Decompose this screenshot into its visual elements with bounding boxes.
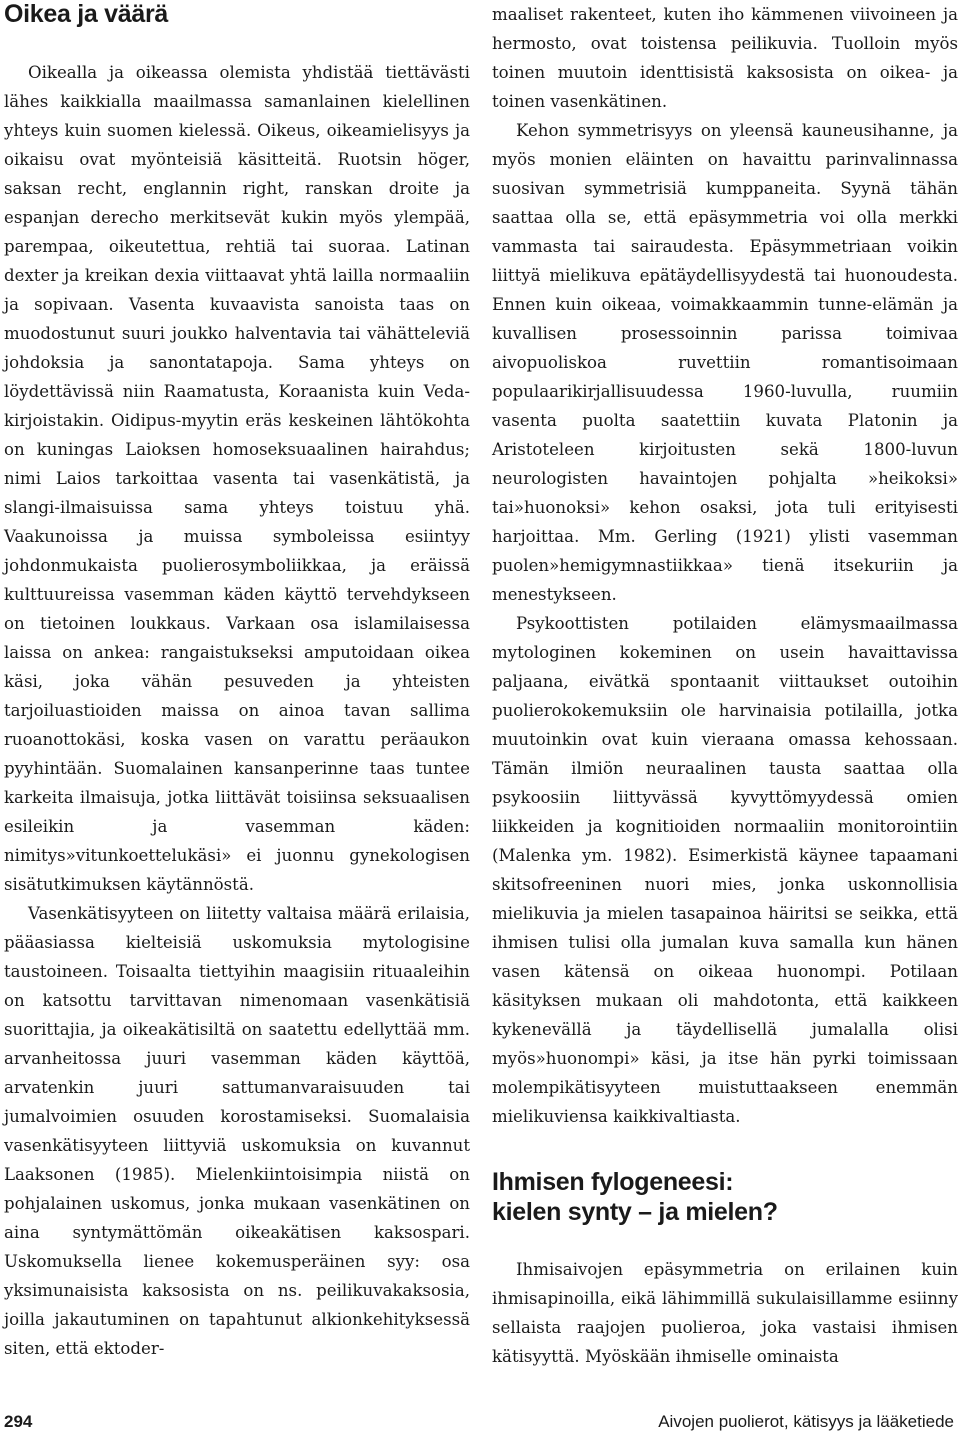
page-number: 294 (4, 1412, 33, 1431)
subheading-line-2: kielen synty – ja mielen? (492, 1198, 778, 1226)
left-paragraph-2: Vasenkätisyyteen on liitetty valtaisa määrä erilaisia, pääasiassa kielteisiä uskomuksia mytologisine taustoineen. Toisaalta tiettyihin maagisiin rituaaleihin on katsottu tarvittavan nimenomaan vasenkätisiä suorittajia, ja oikeakätisiltä on saatettu edellyttää mm. arvanheitossa juuri vasemman käden käyttöä, arvatenkin juuri sattumanvaraisuuden tai jumalvoimien osuuden korostamiseksi. Suomalaisia vasenkätisyyteen liittyviä uskomuksia on kuvannut Laaksonen (1985). Mielenkiintoisimpia niistä on pohjalainen uskomus, jonka mukaan vasenkätinen on aina syntymättömän oikeakätisen kaksospari. Uskomuksella lienee kokemusperäinen syy: osa yksimunaisista kaksosista on ns. peilikuvakaksosia, joilla jakautuminen on tapahtunut alkionkehityksessä siten, että ektoder- (4, 904, 470, 1358)
subheading (492, 1167, 958, 1227)
running-footer-title: Aivojen puolierot, kätisyys ja lääketiede (658, 1412, 954, 1431)
right-paragraph-continued: maaliset rakenteet, kuten iho kämmenen viivoineen ja hermosto, ovat toistensa peilikuvia. Tuolloin myös toinen muutoin identtisistä kaksosista on oikea- ja toinen vasenkätinen. (492, 5, 958, 111)
left-paragraph-1: Oikealla ja oikeassa olemista yhdistää tiettävästi lähes kaikkialla maailmassa samanlainen kielellinen yhteys kuin suomen kielessä. Oikeus, oikeamielisyys ja oikaisu ovat myönteisiä käsitteitä. Ruotsin höger, saksan recht, englannin right, ranskan droite ja espanjan derecho merkitsevät kukin myös ylempää, parempaa, oikeutettua, rehtiä tai suoraa. Latinan dexter ja kreikan dexia viittaavat yhtä lailla normaaliin ja sopivaan. Vasenta kuvaavista sanoista taas on muodostunut suuri joukko halventavia tai vähätteleviä johdoksia ja sanontatapoja. Sama yhteys on löydettävissä niin Raamatusta, Koraanista kuin Veda-kirjoistakin. Oidipus-myytin eräs keskeinen lähtökohta on kuningas Laioksen homoseksuaalinen hairahdus; nimi Laios tarkoittaa vasenta tai vasenkätistä, ja slangi-ilmaisuissa sama yhteys toistuu yhä. Vaakunoissa ja muissa symboleissa esiintyy johdonmukaista puolierosymboliikkaa, ja eräissä kulttuureissa vasemman käden käyttö tervehdykseen on tietoinen loukkaus. Varkaan osa islamilaisessa laissa on ankea: rangaistukseksi amputoidaan oikea käsi, joka vähän pesuveden ja yhteisten tarjoiluastioiden maissa on ainoa tavan sallima ruoanottokäsi, koska vasen on varattu peräaukon pyyhintään. Suomalainen kansanperinne taas tuntee karkeita ilmaisuja, jotka liittävät toisiinsa seksuaalisen esileikin ja vasemman käden: nimitys»vitunkoettelukäsi» ei juonnu gynekologisen sisätutkimuksen käytännöstä. (4, 63, 470, 894)
subheading-line-1: Ihmisen fylogeneesi: (492, 1168, 734, 1196)
section-title: Oikea ja väärä (4, 0, 168, 28)
right-column (492, 0, 958, 1371)
left-column (4, 0, 470, 1363)
right-paragraph-final: Ihmisaivojen epäsymmetria on erilainen kuin ihmisapinoilla, eikä lähimmillä sukulaisillamme esiinny sellaista raajojen puolieroa, joka vastaisi ihmisen kätisyyttä. Myöskään ihmiselle ominaista (492, 1260, 958, 1366)
right-paragraph-3: Psykoottisten potilaiden elämysmaailmassa mytologinen kokeminen on usein havaittavissa paljaana, eivätkä spontaanit viittaukset outoihin puolierokokemuksiin ole harvinaisia potilailla, jotka muutoinkin ovat kuin vieraana omassa kehossaan. Tämän ilmiön neuraalinen tausta saattaa olla psykoosiin liittyvässä kyvyttömyydessä omien liikkeiden ja kognitioiden normaaliin monitorointiin (Malenka ym. 1982). Esimerkistä käynee tapaamani skitsofreeninen nuori mies, jonka uskonnollisia mielikuvia ja mielen tasapainoa häiritsi se seikka, että ihmisen tulisi olla jumalan kuva samalla kun hänen vasen kätensä on oikeaa huonompi. Potilaan käsityksen mukaan oli mahdotonta, että kaikkeen kykenevällä ja täydellisellä jumalalla olisi myös»huonompi» käsi, ja itse hän pyrki toimissaan molempikätisyyteen muistuttaakseen enemmän mielikuviensa kaikkivaltiasta. (492, 614, 958, 1126)
right-paragraph-2: Kehon symmetrisyys on yleensä kauneusihanne, ja myös monien eläinten on havaittu parinvalinnassa suosivan symmetrisiä kumppaneita. Syynä tähän saattaa olla se, että epäsymmetria voi olla merkki vammasta tai sairaudesta. Epäsymmetriaan voikin liittyä mielikuva epätäydellisyydestä tai huonoudesta. Ennen kuin oikeaa, voimakkaammin tunne-elämän ja kuvallisen prosessoinnin parissa toimivaa aivopuoliskoa ruvettiin romantisoimaan populaarikirjallisuudessa 1960-luvulla, ruumiin vasenta puolta saatettiin kuvata Platonin ja Aristoteleen kirjoitusten sekä 1800-luvun neurologisten havaintojen pohjalta »heikoksi» tai»huonoksi» kehon osaksi, jota tuli erityisesti harjoittaa. Mm. Gerling (1921) ylisti vasemman puolen»hemigymnastiikkaa» tienä itsekuriin ja menestykseen. (492, 121, 958, 604)
